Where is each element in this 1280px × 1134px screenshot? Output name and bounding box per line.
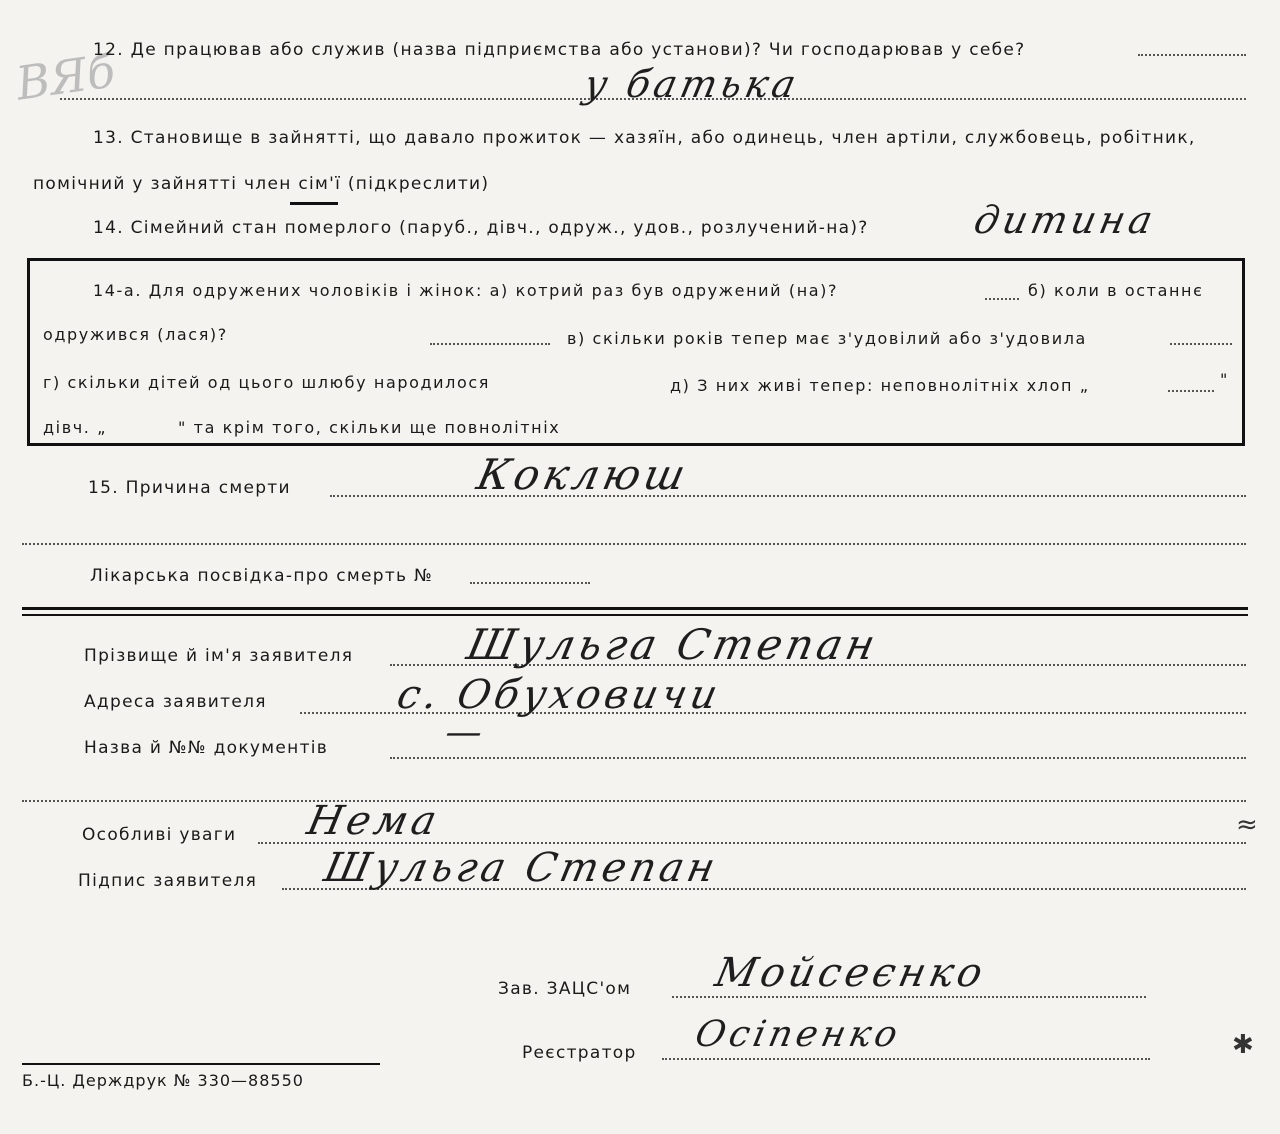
q14a-line2a: одружився (лася)? xyxy=(43,325,228,344)
q14a-dots-1 xyxy=(985,298,1019,300)
q14a-line1a: 14-а. Для одружених чоловіків і жінок: а) котрий раз був одружений (на)? xyxy=(93,281,839,300)
q14a-line3b: д) З них живі тепер: неповнолітніх хлоп „ xyxy=(670,376,1090,395)
applicant-docs-dots xyxy=(390,757,1246,759)
q15-dots-1 xyxy=(330,495,1246,497)
head-of-registry-signature: Мойсеєнко xyxy=(711,950,991,996)
registrar-signature: Осіпенко xyxy=(691,1014,905,1055)
margin-handwritten-mark: ВЯб xyxy=(12,43,119,111)
q13-underline-mark xyxy=(290,202,338,205)
q14a-dots-4 xyxy=(1168,390,1214,392)
q15-label: 15. Причина смерти xyxy=(88,478,291,498)
q12-answer: у батька xyxy=(580,62,804,106)
q14-answer: дитина xyxy=(970,198,1161,242)
q12-dots-1 xyxy=(1138,54,1246,56)
q14a-line2b: в) скільки років тепер має з'удовілий або з'удовила xyxy=(567,329,1087,348)
section-rule-bottom xyxy=(22,614,1248,616)
q14a-line4a: дівч. „ xyxy=(43,418,108,437)
q13-line1: 13. Становище в зайнятті, що давало прожиток — хазяїн, або одинець, член артіли, службовець, робітник, xyxy=(93,128,1196,148)
applicant-signature-label: Підпис заявителя xyxy=(78,871,258,891)
head-of-registry-label: Зав. ЗАЦС'ом xyxy=(498,979,632,999)
q13-line2: помічний у зайнятті член сім'ї (підкреслити) xyxy=(33,174,490,194)
applicant-address-value: с. Обуховичи xyxy=(393,672,726,718)
applicant-name-label: Прізвище й ім'я заявителя xyxy=(84,646,354,666)
applicant-notes-label: Особливі уваги xyxy=(82,825,237,845)
q14a-line1b: б) коли в останнє xyxy=(1028,281,1204,300)
q14a-dots-3 xyxy=(1170,343,1232,345)
q14-label: 14. Сімейний стан померлого (паруб., дівч., одруж., удов., розлучений-на)? xyxy=(93,218,869,238)
ink-smudge-mark: ≈ xyxy=(1236,810,1258,840)
section-rule-top xyxy=(22,607,1248,610)
q15-dots-2 xyxy=(22,543,1246,545)
applicant-blank-dots xyxy=(22,800,1246,802)
q15-answer: Коклюш xyxy=(472,450,694,499)
registrar-dots xyxy=(662,1058,1150,1060)
ink-blot-mark: ✱ xyxy=(1232,1030,1254,1060)
applicant-signature-image: Шульга Степан xyxy=(320,845,723,891)
head-of-registry-dots xyxy=(672,996,1146,998)
q14a-dots-2 xyxy=(430,343,550,345)
applicant-docs-value: — xyxy=(441,712,491,753)
registrar-label: Реєстратор xyxy=(522,1043,637,1063)
medical-label: Лікарська посвідка-про смерть № xyxy=(90,566,434,586)
q12-label: 12. Де працював або служив (назва підприємства або установи)? Чи господарював у себе? xyxy=(93,40,1026,60)
medical-dots xyxy=(470,582,590,584)
footer-printer: Б.-Ц. Держдрук № 330—88550 xyxy=(22,1071,304,1090)
applicant-name-value: Шульга Степан xyxy=(462,620,884,669)
q14a-line4b: " та крім того, скільки ще повнолітніх xyxy=(178,418,561,437)
q14a-line3c: " xyxy=(1220,370,1229,389)
q14a-line3a: г) скільки дітей од цього шлюбу народилося xyxy=(43,373,490,392)
applicant-address-label: Адреса заявителя xyxy=(84,692,267,712)
footer-rule xyxy=(22,1063,380,1065)
applicant-docs-label: Назва й №№ документів xyxy=(84,738,329,758)
applicant-notes-value: Нема xyxy=(303,798,445,844)
